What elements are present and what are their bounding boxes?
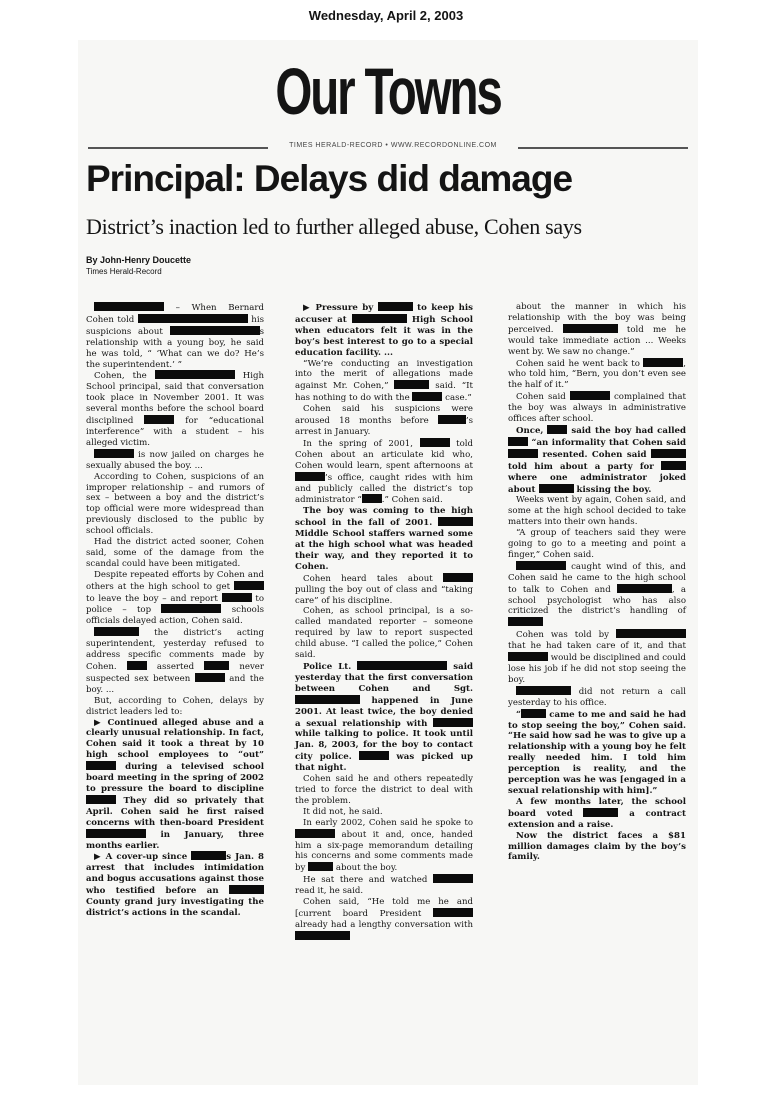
text: about the boy. (333, 863, 398, 874)
masthead-tagline: TIMES HERALD-RECORD • WWW.RECORDONLINE.COM (289, 142, 497, 149)
redaction (222, 593, 252, 602)
text: complained that the boy was always in administrative offices after school. (508, 392, 686, 425)
text: never suspected sex between (86, 662, 264, 684)
text: while talking to police. It took until Jan. 8, 2003, for the boy to contact city police. (295, 729, 473, 763)
text: “We’re conducting an investigation into the merit of allegations made against Mr. Cohen,” (295, 358, 473, 392)
redaction (94, 449, 134, 458)
text: told him about a party for (508, 461, 661, 472)
text: “ (516, 709, 521, 720)
text: But, according to Cohen, delays by district leaders led to: (86, 695, 264, 717)
text: Cohen said he went back to (516, 358, 644, 369)
text: case.” (442, 393, 472, 404)
text: in January, three months earlier. (86, 829, 264, 851)
text: According to Cohen, suspicions of an improper relationship – and rumors of sex – between a boy and the district’s top official were more widespread than previously disclosed to the public by school officials. (86, 471, 264, 537)
text: Cohen said his suspicions were aroused 18 months before (295, 404, 473, 427)
text: Police Lt. (303, 662, 358, 672)
redaction (357, 661, 447, 670)
redaction (86, 761, 116, 770)
text: already had a lengthy conversation with (295, 919, 473, 930)
redaction (433, 908, 473, 917)
redaction (359, 751, 389, 760)
text: High School principal, said that conversation took place in November 2001. It was several months before the school board disciplined (86, 371, 264, 427)
redaction (438, 517, 473, 526)
redaction (378, 302, 413, 311)
redaction (155, 370, 235, 379)
text: In early 2002, Cohen said he spoke to (303, 817, 473, 828)
redaction (295, 931, 350, 940)
text: pulling the boy out of class and “taking care” of his discipline. (295, 584, 473, 606)
redaction (127, 661, 147, 670)
text: would be disciplined and could lose his job if he did not stop seeing the boy. (508, 653, 686, 685)
text: Cohen said (516, 392, 570, 403)
byline: By John-Henry Doucette (86, 255, 192, 265)
text: The boy was coming to the high school in the fall of 2001. (295, 506, 473, 529)
redaction (295, 829, 335, 838)
newspaper-clipping (78, 40, 698, 1085)
redaction (563, 324, 618, 333)
text: In the spring of 2001, (303, 438, 420, 449)
text: told Cohen about an articulate kid who, Cohen would learn, spent afternoons at (295, 438, 473, 471)
masthead: Our Towns (275, 54, 501, 128)
text: resented. Cohen said (538, 449, 651, 460)
text: that he had taken care of it, and that (508, 641, 686, 652)
redaction (161, 604, 221, 613)
text: kissing the boy. (573, 484, 652, 495)
text: happened in June 2001. At least twice, the boy denied a sexual relationship with (295, 695, 473, 729)
redaction (362, 494, 382, 503)
text: .” Cohen said. (381, 495, 443, 506)
text: is now jailed on charges he sexually abused the boy. ... (86, 449, 264, 471)
text: “an informality that Cohen said (528, 437, 686, 448)
article-column-3 (508, 302, 686, 863)
text: ’s office, caught rides with him and publicly called the district’s top administrator “ (295, 472, 473, 506)
text: Despite repeated efforts by Cohen and others at the high school to get (86, 569, 264, 592)
redaction (438, 415, 466, 424)
text: about the manner in which his relationship with the boy was being perceived. (508, 302, 686, 335)
redaction (352, 314, 407, 323)
redaction (308, 862, 333, 871)
redaction (204, 661, 229, 670)
text: Cohen said he and others repeatedly tried to force the district to deal with the problem. (295, 774, 473, 806)
text: “A group of teachers said they were going to go to a meeting and point a finger,” Cohen said. (508, 528, 686, 560)
text: ▶ A cover-up since (94, 852, 192, 863)
redaction (86, 829, 146, 838)
redaction (229, 885, 264, 894)
text: came to me and said he had to stop seeing the boy,” Cohen said. “He said how sad he was to give up a relationship with a young boy he felt really needed him. I told him perception is reality, and the perception was he was [engaged in a sexual relationship with him].” (508, 709, 686, 796)
text: They did so privately that April. Cohen said he first raised concerns with then-board President (86, 795, 264, 828)
text: during a televised school board meeting in the spring of 2002 to pressure the board to discipline (86, 762, 264, 794)
text: ▶ Continued alleged abuse and a clearly unusual relationship. In fact, Cohen said it took a threat by 10 high school employees to “out” (86, 717, 264, 761)
text: Cohen was told by (516, 630, 616, 641)
text: did not return a call yesterday to his office. (508, 686, 686, 708)
text: Cohen, the (94, 371, 155, 382)
text: County grand jury investigating the district’s actions in the scandal. (86, 897, 264, 918)
redaction (191, 851, 226, 860)
redaction (508, 617, 543, 626)
text: to keep his accuser at (295, 303, 473, 325)
redaction (295, 472, 325, 481)
text: Once, (516, 425, 548, 436)
redaction (617, 584, 672, 593)
text: Cohen, as school principal, is a so-called mandated reporter – someone required by law to report suspected child abuse. “I called the police,” Cohen said. (295, 606, 473, 661)
text: Cohen said, “He told me he and [current board President (295, 897, 473, 919)
text: said the boy had called (567, 425, 686, 436)
redaction (516, 561, 566, 570)
redaction (508, 449, 538, 458)
rule-left (88, 147, 268, 149)
redaction (94, 302, 164, 311)
redaction (521, 709, 546, 718)
article-column-1 (86, 302, 264, 919)
text: It did not, he said. (303, 806, 383, 817)
text: He sat there and watched (303, 875, 433, 886)
text: – When Bernard Cohen told (86, 303, 264, 325)
text: a contract extension and a raise. (508, 808, 686, 830)
text: and the boy. ... (86, 673, 265, 695)
redaction (643, 358, 683, 367)
text: to police – top (86, 593, 264, 616)
text: A few months later, the school board voted (508, 796, 686, 819)
redaction (195, 673, 225, 682)
text: told me he would take immediate action ... Weeks went by. We saw no change.” (508, 324, 686, 357)
redaction (516, 686, 571, 695)
redaction (508, 437, 528, 446)
subhead: District’s inaction led to further alleged abuse, Cohen says (86, 214, 582, 239)
text: ’s arrest in January. (295, 416, 473, 437)
redaction (420, 438, 450, 447)
text: schools officials delayed action, Cohen said. (86, 605, 264, 627)
text: s Jan. 8 arrest that includes intimidation and bogus accusations against those who testified before an (86, 852, 264, 897)
redaction (570, 391, 610, 400)
text: his suspicions about (86, 314, 264, 337)
redaction (433, 718, 473, 727)
text: Cohen heard tales about (303, 573, 443, 584)
redaction (616, 629, 686, 638)
text: ▶ Pressure by (303, 303, 378, 313)
text: Weeks went by again, Cohen said, and some at the high school decided to take matters into their own hands. (508, 495, 686, 528)
text: said. “It has nothing to do with the (295, 381, 473, 404)
text: was picked up that night. (295, 752, 474, 774)
text: High School when educators felt it was in the boy’s best interest to go to a special education facility. ... (295, 314, 473, 358)
text: s relationship with a young boy, he said he was told, “ ‘What can we do? He’s the superintendent.’ ” (86, 326, 264, 370)
text: read it, he said. (295, 886, 364, 897)
redaction (583, 808, 618, 817)
text: Middle School staffers warned some at the high school what was headed their way, and they reported it to Cohen. (295, 529, 473, 572)
redaction (234, 581, 264, 590)
text: the district’s acting superintendent, yesterday refused to address specific comments made by Cohen. (86, 628, 264, 672)
text: asserted (146, 662, 205, 672)
redaction (138, 314, 248, 323)
text: about it and, once, handed him a six-page memorandum detailing his concerns and some comments made by (295, 829, 473, 874)
redaction (144, 415, 174, 424)
text: caught wind of this, and Cohen said he came to the high school to talk to Cohen and (508, 561, 686, 595)
text: said yesterday that the first conversation between Cohen and Sgt. (295, 662, 473, 694)
text: where one administrator joked about (508, 472, 686, 495)
redaction (651, 449, 686, 458)
redaction (443, 573, 473, 582)
text: Now the district faces a $81 million damages claim by the boy’s family. (508, 830, 686, 863)
masthead-rule (88, 142, 688, 154)
redaction (508, 652, 548, 661)
text: to leave the boy – and report (86, 593, 222, 604)
redaction (295, 695, 360, 704)
redaction (539, 484, 574, 493)
text: , who told him, “Bern, you don’t even see the half of it.” (508, 358, 686, 391)
text: Had the district acted sooner, Cohen said, some of the damage from the scandal could have been mitigated. (86, 537, 264, 569)
headline: Principal: Delays did damage (86, 158, 573, 199)
redaction (170, 326, 260, 335)
text: for “educational interference” with a student – his alleged victim. (86, 416, 264, 448)
edition-date: Wednesday, April 2, 2003 (308, 8, 464, 23)
redaction (94, 627, 139, 636)
redaction (547, 425, 567, 434)
redaction (433, 874, 473, 883)
text: , a school psychologist who has also criticized the district’s handling of (508, 584, 686, 617)
redaction (661, 461, 686, 470)
rule-right (518, 147, 688, 149)
byline-org: Times Herald-Record (86, 267, 162, 276)
redaction (394, 380, 429, 389)
article-column-2 (295, 302, 473, 943)
redaction (412, 392, 442, 401)
redaction (86, 795, 116, 804)
